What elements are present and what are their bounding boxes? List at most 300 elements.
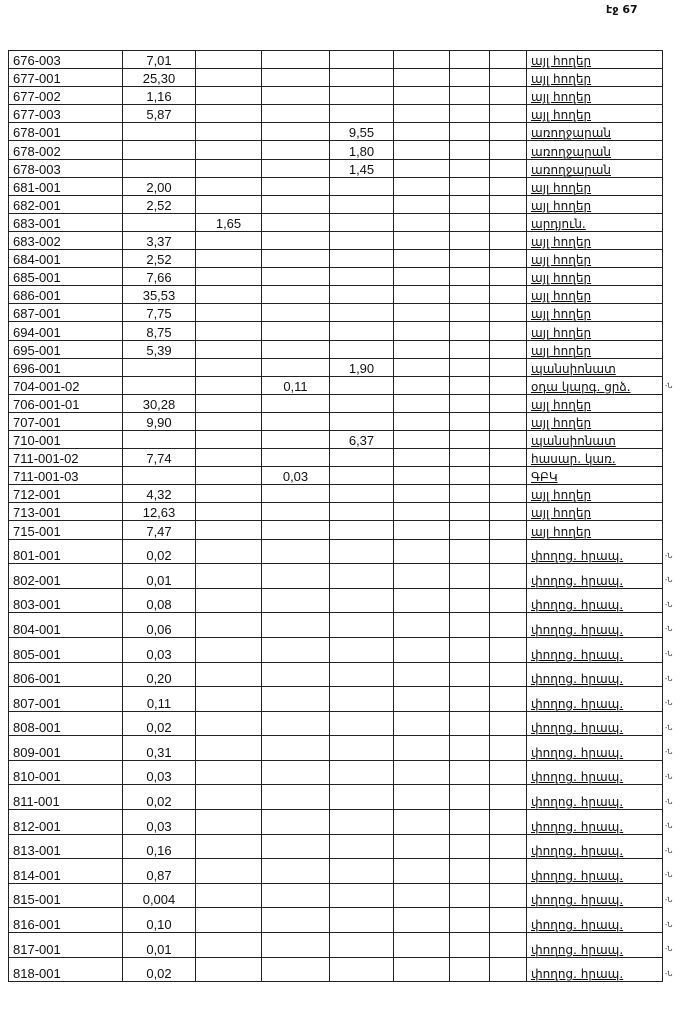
area-cell-1: 2,00 <box>123 177 196 195</box>
margin-mark: -Ն <box>665 552 673 560</box>
area-cell-3 <box>262 760 330 785</box>
margin-mark: -Ն <box>665 577 673 585</box>
empty-cell-6 <box>450 340 490 358</box>
land-use-cell: այլ հողեր <box>527 394 663 412</box>
empty-cell-6 <box>450 467 490 485</box>
empty-cell-6 <box>450 123 490 141</box>
table-row <box>9 933 689 958</box>
area-cell-3 <box>262 213 330 231</box>
area-cell-4 <box>330 177 394 195</box>
empty-cell-7 <box>490 250 527 268</box>
area-cell-4: 1,45 <box>330 159 394 177</box>
margin-mark: -Ն <box>665 601 673 609</box>
margin-mark <box>663 123 689 141</box>
area-cell-3 <box>262 268 330 286</box>
area-cell-3 <box>262 412 330 430</box>
area-cell-4 <box>330 340 394 358</box>
area-cell-1: 5,87 <box>123 105 196 123</box>
area-cell-2 <box>196 250 262 268</box>
empty-cell-7 <box>490 304 527 322</box>
area-cell-1: 0,87 <box>123 859 196 884</box>
area-cell-2 <box>196 760 262 785</box>
margin-mark <box>663 159 689 177</box>
empty-cell-7 <box>490 711 527 736</box>
empty-cell-7 <box>490 105 527 123</box>
area-cell-1: 0,08 <box>123 588 196 613</box>
empty-cell-7 <box>490 588 527 613</box>
empty-cell-5 <box>394 760 450 785</box>
area-cell-2 <box>196 662 262 687</box>
land-use-cell: պանսիոնատ <box>527 430 663 448</box>
land-use-cell: փողոց. հրապ. <box>527 662 663 687</box>
margin-mark <box>663 177 689 195</box>
empty-cell-5 <box>394 785 450 810</box>
empty-cell-7 <box>490 785 527 810</box>
area-cell-3 <box>262 933 330 958</box>
area-cell-2 <box>196 376 262 394</box>
area-cell-2 <box>196 195 262 213</box>
area-cell-2 <box>196 394 262 412</box>
area-cell-1: 0,02 <box>123 539 196 564</box>
table-row <box>9 613 689 638</box>
area-cell-4 <box>330 521 394 539</box>
land-use-cell: փողոց. հրապ. <box>527 539 663 564</box>
land-use-cell: այլ հողեր <box>527 250 663 268</box>
empty-cell-7 <box>490 69 527 87</box>
area-cell-2 <box>196 69 262 87</box>
empty-cell-6 <box>450 810 490 835</box>
area-cell-4 <box>330 613 394 638</box>
area-cell-4 <box>330 69 394 87</box>
area-cell-4 <box>330 394 394 412</box>
empty-cell-6 <box>450 412 490 430</box>
parcel-code-cell: 687-001 <box>9 304 123 322</box>
margin-mark: -Ն <box>665 946 673 954</box>
area-cell-2 <box>196 883 262 908</box>
page-number: էջ 67 <box>606 3 638 16</box>
empty-cell-5 <box>394 69 450 87</box>
area-cell-1 <box>123 213 196 231</box>
empty-cell-6 <box>450 908 490 933</box>
table-row <box>9 834 689 859</box>
area-cell-1 <box>123 123 196 141</box>
land-use-cell: փողոց. հրապ. <box>527 687 663 712</box>
area-cell-4 <box>330 51 394 69</box>
area-cell-1 <box>123 141 196 159</box>
area-cell-4 <box>330 687 394 712</box>
parcel-code-cell: 676-003 <box>9 51 123 69</box>
land-use-cell: օդա կարգ. ցրձ. <box>527 376 663 394</box>
area-cell-1 <box>123 376 196 394</box>
area-cell-4 <box>330 467 394 485</box>
area-cell-1: 0,02 <box>123 711 196 736</box>
table-row <box>9 760 689 785</box>
area-cell-4 <box>330 810 394 835</box>
margin-mark <box>663 430 689 448</box>
area-cell-3 <box>262 358 330 376</box>
area-cell-4 <box>330 231 394 249</box>
empty-cell-5 <box>394 859 450 884</box>
empty-cell-6 <box>450 322 490 340</box>
empty-cell-6 <box>450 358 490 376</box>
area-cell-1: 2,52 <box>123 195 196 213</box>
empty-cell-5 <box>394 908 450 933</box>
empty-cell-6 <box>450 859 490 884</box>
margin-mark: -Ն <box>665 847 673 855</box>
area-cell-1 <box>123 430 196 448</box>
land-use-cell: փողոց. հրապ. <box>527 736 663 761</box>
empty-cell-6 <box>450 268 490 286</box>
land-use-cell: փողոց. հրապ. <box>527 613 663 638</box>
empty-cell-5 <box>394 231 450 249</box>
margin-mark: -Ն <box>665 651 673 658</box>
land-use-cell: այլ հողեր <box>527 51 663 69</box>
land-use-cell: առողջարան <box>527 141 663 159</box>
table-row <box>9 588 689 613</box>
parcel-code-cell: 706-001-01 <box>9 394 123 412</box>
area-cell-2 <box>196 613 262 638</box>
land-use-cell: փողոց. հրապ. <box>527 908 663 933</box>
table-row <box>9 957 689 982</box>
land-use-cell: փողոց. հրապ. <box>527 711 663 736</box>
area-cell-4: 1,90 <box>330 358 394 376</box>
land-use-cell: փողոց. հրապ. <box>527 957 663 982</box>
table-row <box>9 883 689 908</box>
area-cell-2 <box>196 503 262 521</box>
table-row <box>9 231 689 249</box>
area-cell-3 <box>262 69 330 87</box>
empty-cell-7 <box>490 834 527 859</box>
table-row <box>9 105 689 123</box>
area-cell-4 <box>330 503 394 521</box>
parcel-code-cell: 684-001 <box>9 250 123 268</box>
empty-cell-7 <box>490 412 527 430</box>
parcel-code-cell: 816-001 <box>9 908 123 933</box>
parcel-code-cell: 715-001 <box>9 521 123 539</box>
empty-cell-6 <box>450 304 490 322</box>
land-use-cell: առողջարան <box>527 123 663 141</box>
margin-mark <box>663 250 689 268</box>
empty-cell-5 <box>394 358 450 376</box>
empty-cell-5 <box>394 123 450 141</box>
empty-cell-7 <box>490 908 527 933</box>
land-use-cell: պանսիոնատ <box>527 358 663 376</box>
area-cell-4 <box>330 908 394 933</box>
table-row <box>9 564 689 589</box>
empty-cell-7 <box>490 564 527 589</box>
area-cell-1: 9,90 <box>123 412 196 430</box>
land-use-cell: հասար. կառ. <box>527 449 663 467</box>
empty-cell-5 <box>394 467 450 485</box>
empty-cell-6 <box>450 687 490 712</box>
empty-cell-6 <box>450 564 490 589</box>
empty-cell-7 <box>490 662 527 687</box>
area-cell-2 <box>196 485 262 503</box>
empty-cell-7 <box>490 449 527 467</box>
area-cell-3 <box>262 51 330 69</box>
empty-cell-7 <box>490 539 527 564</box>
parcel-code-cell: 677-003 <box>9 105 123 123</box>
table-row <box>9 785 689 810</box>
area-cell-4 <box>330 268 394 286</box>
area-cell-4 <box>330 412 394 430</box>
land-use-cell: փողոց. հրապ. <box>527 810 663 835</box>
table-row <box>9 159 689 177</box>
empty-cell-6 <box>450 394 490 412</box>
area-cell-4 <box>330 539 394 564</box>
area-cell-2 <box>196 933 262 958</box>
area-cell-2 <box>196 564 262 589</box>
margin-mark <box>663 213 689 231</box>
table-row <box>9 859 689 884</box>
empty-cell-5 <box>394 394 450 412</box>
parcel-code-cell: 814-001 <box>9 859 123 884</box>
empty-cell-6 <box>450 637 490 662</box>
area-cell-1: 0,02 <box>123 957 196 982</box>
area-cell-1: 4,32 <box>123 485 196 503</box>
area-cell-3 <box>262 485 330 503</box>
table-row <box>9 123 689 141</box>
area-cell-1: 1,16 <box>123 87 196 105</box>
table-row <box>9 250 689 268</box>
area-cell-4 <box>330 637 394 662</box>
area-cell-3 <box>262 231 330 249</box>
empty-cell-6 <box>450 711 490 736</box>
area-cell-4 <box>330 87 394 105</box>
land-use-cell: այլ հողեր <box>527 87 663 105</box>
area-cell-4 <box>330 105 394 123</box>
empty-cell-7 <box>490 933 527 958</box>
margin-mark: -Ն <box>665 724 673 732</box>
empty-cell-5 <box>394 412 450 430</box>
empty-cell-5 <box>394 340 450 358</box>
area-cell-4: 9,55 <box>330 123 394 141</box>
empty-cell-6 <box>450 760 490 785</box>
land-use-cell: ԳԲԿ <box>527 467 663 485</box>
empty-cell-7 <box>490 736 527 761</box>
table-row <box>9 394 689 412</box>
land-use-cell: փողոց. հրապ. <box>527 785 663 810</box>
empty-cell-7 <box>490 394 527 412</box>
area-cell-3 <box>262 834 330 859</box>
land-use-cell: այլ հողեր <box>527 286 663 304</box>
margin-mark: -Ն <box>665 700 673 708</box>
empty-cell-6 <box>450 51 490 69</box>
land-use-cell: փողոց. հրապ. <box>527 588 663 613</box>
margin-mark <box>663 87 689 105</box>
area-cell-3: 0,03 <box>262 467 330 485</box>
area-cell-3 <box>262 141 330 159</box>
table-row <box>9 711 689 736</box>
area-cell-3 <box>262 588 330 613</box>
empty-cell-7 <box>490 376 527 394</box>
empty-cell-5 <box>394 834 450 859</box>
area-cell-3 <box>262 662 330 687</box>
area-cell-1: 0,03 <box>123 760 196 785</box>
margin-mark <box>663 304 689 322</box>
area-cell-2 <box>196 105 262 123</box>
area-cell-2 <box>196 51 262 69</box>
table-row <box>9 195 689 213</box>
area-cell-2 <box>196 177 262 195</box>
ledger-body <box>9 51 689 982</box>
empty-cell-7 <box>490 760 527 785</box>
area-cell-3 <box>262 340 330 358</box>
table-row <box>9 358 689 376</box>
margin-mark <box>663 485 689 503</box>
empty-cell-7 <box>490 268 527 286</box>
empty-cell-5 <box>394 51 450 69</box>
area-cell-3 <box>262 736 330 761</box>
table-row <box>9 485 689 503</box>
table-row <box>9 268 689 286</box>
empty-cell-6 <box>450 449 490 467</box>
land-use-cell: այլ հողեր <box>527 412 663 430</box>
area-cell-1: 7,75 <box>123 304 196 322</box>
area-cell-2 <box>196 159 262 177</box>
margin-mark: -Ն <box>665 626 673 634</box>
empty-cell-7 <box>490 213 527 231</box>
empty-cell-5 <box>394 687 450 712</box>
margin-mark: -Ն <box>665 749 673 757</box>
area-cell-4 <box>330 859 394 884</box>
parcel-code-cell: 713-001 <box>9 503 123 521</box>
empty-cell-5 <box>394 957 450 982</box>
empty-cell-6 <box>450 736 490 761</box>
empty-cell-7 <box>490 358 527 376</box>
table-row <box>9 141 689 159</box>
margin-mark <box>663 503 689 521</box>
table-row <box>9 51 689 69</box>
area-cell-2 <box>196 123 262 141</box>
empty-cell-5 <box>394 662 450 687</box>
table-row <box>9 304 689 322</box>
area-cell-2 <box>196 304 262 322</box>
area-cell-1: 0,03 <box>123 810 196 835</box>
empty-cell-5 <box>394 195 450 213</box>
margin-mark <box>663 286 689 304</box>
area-cell-3 <box>262 159 330 177</box>
land-use-cell: արդյուն. <box>527 213 663 231</box>
area-cell-4 <box>330 736 394 761</box>
area-cell-4 <box>330 933 394 958</box>
land-use-cell: փողոց. հրապ. <box>527 637 663 662</box>
empty-cell-7 <box>490 51 527 69</box>
margin-mark <box>663 340 689 358</box>
empty-cell-7 <box>490 430 527 448</box>
table-row <box>9 503 689 521</box>
empty-cell-7 <box>490 957 527 982</box>
area-cell-3 <box>262 449 330 467</box>
area-cell-3 <box>262 883 330 908</box>
area-cell-3 <box>262 687 330 712</box>
empty-cell-6 <box>450 159 490 177</box>
empty-cell-5 <box>394 933 450 958</box>
empty-cell-6 <box>450 539 490 564</box>
area-cell-2 <box>196 736 262 761</box>
land-use-cell: այլ հողեր <box>527 268 663 286</box>
land-use-cell: այլ հողեր <box>527 503 663 521</box>
land-ledger-table <box>8 50 689 982</box>
margin-mark: -Ն <box>665 798 673 806</box>
margin-mark <box>663 521 689 539</box>
margin-mark: -Ն <box>665 383 673 391</box>
empty-cell-7 <box>490 467 527 485</box>
empty-cell-6 <box>450 231 490 249</box>
area-cell-2: 1,65 <box>196 213 262 231</box>
parcel-code-cell: 817-001 <box>9 933 123 958</box>
empty-cell-7 <box>490 503 527 521</box>
area-cell-2 <box>196 785 262 810</box>
empty-cell-6 <box>450 69 490 87</box>
area-cell-3 <box>262 908 330 933</box>
area-cell-3 <box>262 810 330 835</box>
parcel-code-cell: 677-001 <box>9 69 123 87</box>
parcel-code-cell: 813-001 <box>9 834 123 859</box>
land-use-cell: փողոց. հրապ. <box>527 859 663 884</box>
area-cell-1: 0,03 <box>123 637 196 662</box>
margin-mark: -Ն <box>665 823 673 831</box>
area-cell-1: 7,01 <box>123 51 196 69</box>
area-cell-3 <box>262 637 330 662</box>
area-cell-3 <box>262 521 330 539</box>
margin-mark <box>663 141 689 159</box>
empty-cell-5 <box>394 736 450 761</box>
area-cell-4 <box>330 304 394 322</box>
empty-cell-6 <box>450 613 490 638</box>
margin-mark <box>663 105 689 123</box>
area-cell-4 <box>330 449 394 467</box>
area-cell-1: 5,39 <box>123 340 196 358</box>
area-cell-3 <box>262 87 330 105</box>
parcel-code-cell: 803-001 <box>9 588 123 613</box>
empty-cell-5 <box>394 304 450 322</box>
empty-cell-6 <box>450 430 490 448</box>
area-cell-2 <box>196 141 262 159</box>
parcel-code-cell: 806-001 <box>9 662 123 687</box>
empty-cell-5 <box>394 503 450 521</box>
margin-mark <box>663 69 689 87</box>
empty-cell-7 <box>490 521 527 539</box>
land-use-cell: այլ հողեր <box>527 340 663 358</box>
parcel-code-cell: 682-001 <box>9 195 123 213</box>
area-cell-4 <box>330 588 394 613</box>
parcel-code-cell: 712-001 <box>9 485 123 503</box>
area-cell-2 <box>196 231 262 249</box>
parcel-code-cell: 685-001 <box>9 268 123 286</box>
empty-cell-7 <box>490 340 527 358</box>
empty-cell-7 <box>490 883 527 908</box>
area-cell-1: 25,30 <box>123 69 196 87</box>
empty-cell-5 <box>394 588 450 613</box>
empty-cell-7 <box>490 859 527 884</box>
area-cell-2 <box>196 412 262 430</box>
table-row <box>9 908 689 933</box>
parcel-code-cell: 711-001-02 <box>9 449 123 467</box>
area-cell-2 <box>196 358 262 376</box>
area-cell-4 <box>330 376 394 394</box>
empty-cell-6 <box>450 87 490 105</box>
area-cell-3 <box>262 195 330 213</box>
area-cell-4: 6,37 <box>330 430 394 448</box>
area-cell-2 <box>196 637 262 662</box>
empty-cell-5 <box>394 449 450 467</box>
area-cell-1: 0,20 <box>123 662 196 687</box>
table-row <box>9 430 689 448</box>
table-row <box>9 637 689 662</box>
area-cell-2 <box>196 340 262 358</box>
empty-cell-6 <box>450 105 490 123</box>
